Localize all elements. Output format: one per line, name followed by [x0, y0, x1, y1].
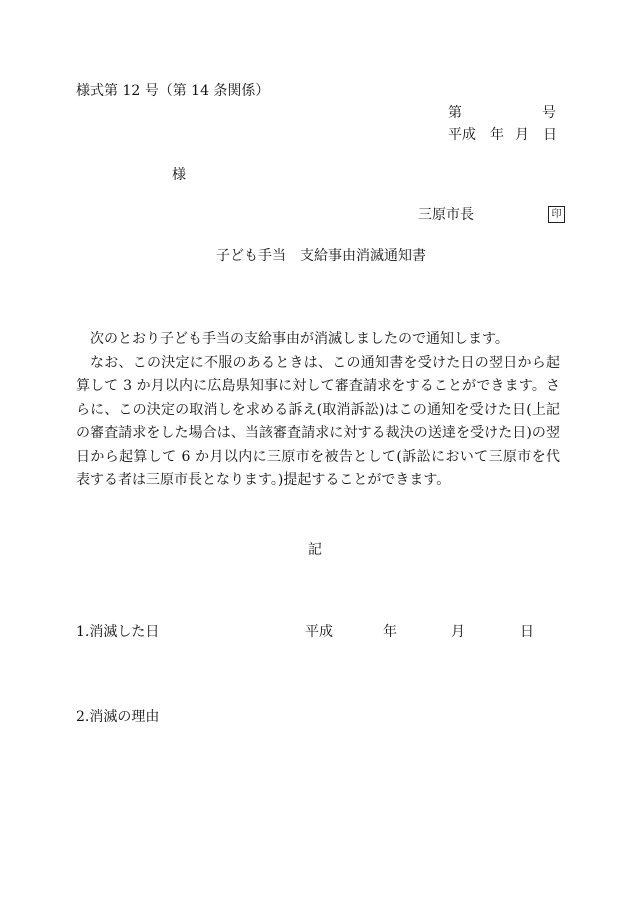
- item-2-label: 2.消滅の理由: [76, 709, 160, 725]
- body-paragraph-1: 次のとおり子ども手当の支給事由が消滅しましたので通知します。: [90, 331, 509, 347]
- seal-mark: 印: [548, 206, 565, 223]
- notice-body: [76, 328, 560, 493]
- item-1-month: 月: [451, 624, 465, 640]
- addressee-honorific: 様: [172, 167, 186, 183]
- item-1-day: 日: [520, 624, 534, 640]
- item-1-era: 平成: [305, 624, 333, 640]
- item-1-year: 年: [383, 624, 397, 640]
- body-paragraph-2: なお、この決定に不服のあるときは、この通知書を受けた日の翌日から起算して 3 か月以内に広島県知事に対して審査請求をすることができます。さらに、この決定の取消しを求める訴え(取消訴訟)はこの通知を受けた日(上記の審査請求をした場合は、当該審査請求に対する裁決の送達を受けた日)の翌日から起算して 6 か月以内に三原市を被告として(訴訟において三原市を代表する者は三原市長となります。)提起することができます。: [76, 354, 560, 488]
- item-1-label: 1.消滅した日: [76, 624, 160, 640]
- issuer-title: 三原市長: [418, 207, 474, 223]
- issue-date-month: 月: [515, 127, 529, 143]
- document-number-suffix: 号: [542, 105, 556, 121]
- issue-date-day: 日: [543, 127, 557, 143]
- document-number-label: 第: [448, 105, 462, 121]
- ki-heading: 記: [308, 542, 322, 558]
- document-title: 子ども手当 支給事由消滅通知書: [216, 248, 426, 264]
- issue-date-era: 平成: [448, 127, 476, 143]
- issue-date-year: 年: [490, 127, 504, 143]
- form-number: 様式第 12 号（第 14 条関係）: [76, 83, 270, 99]
